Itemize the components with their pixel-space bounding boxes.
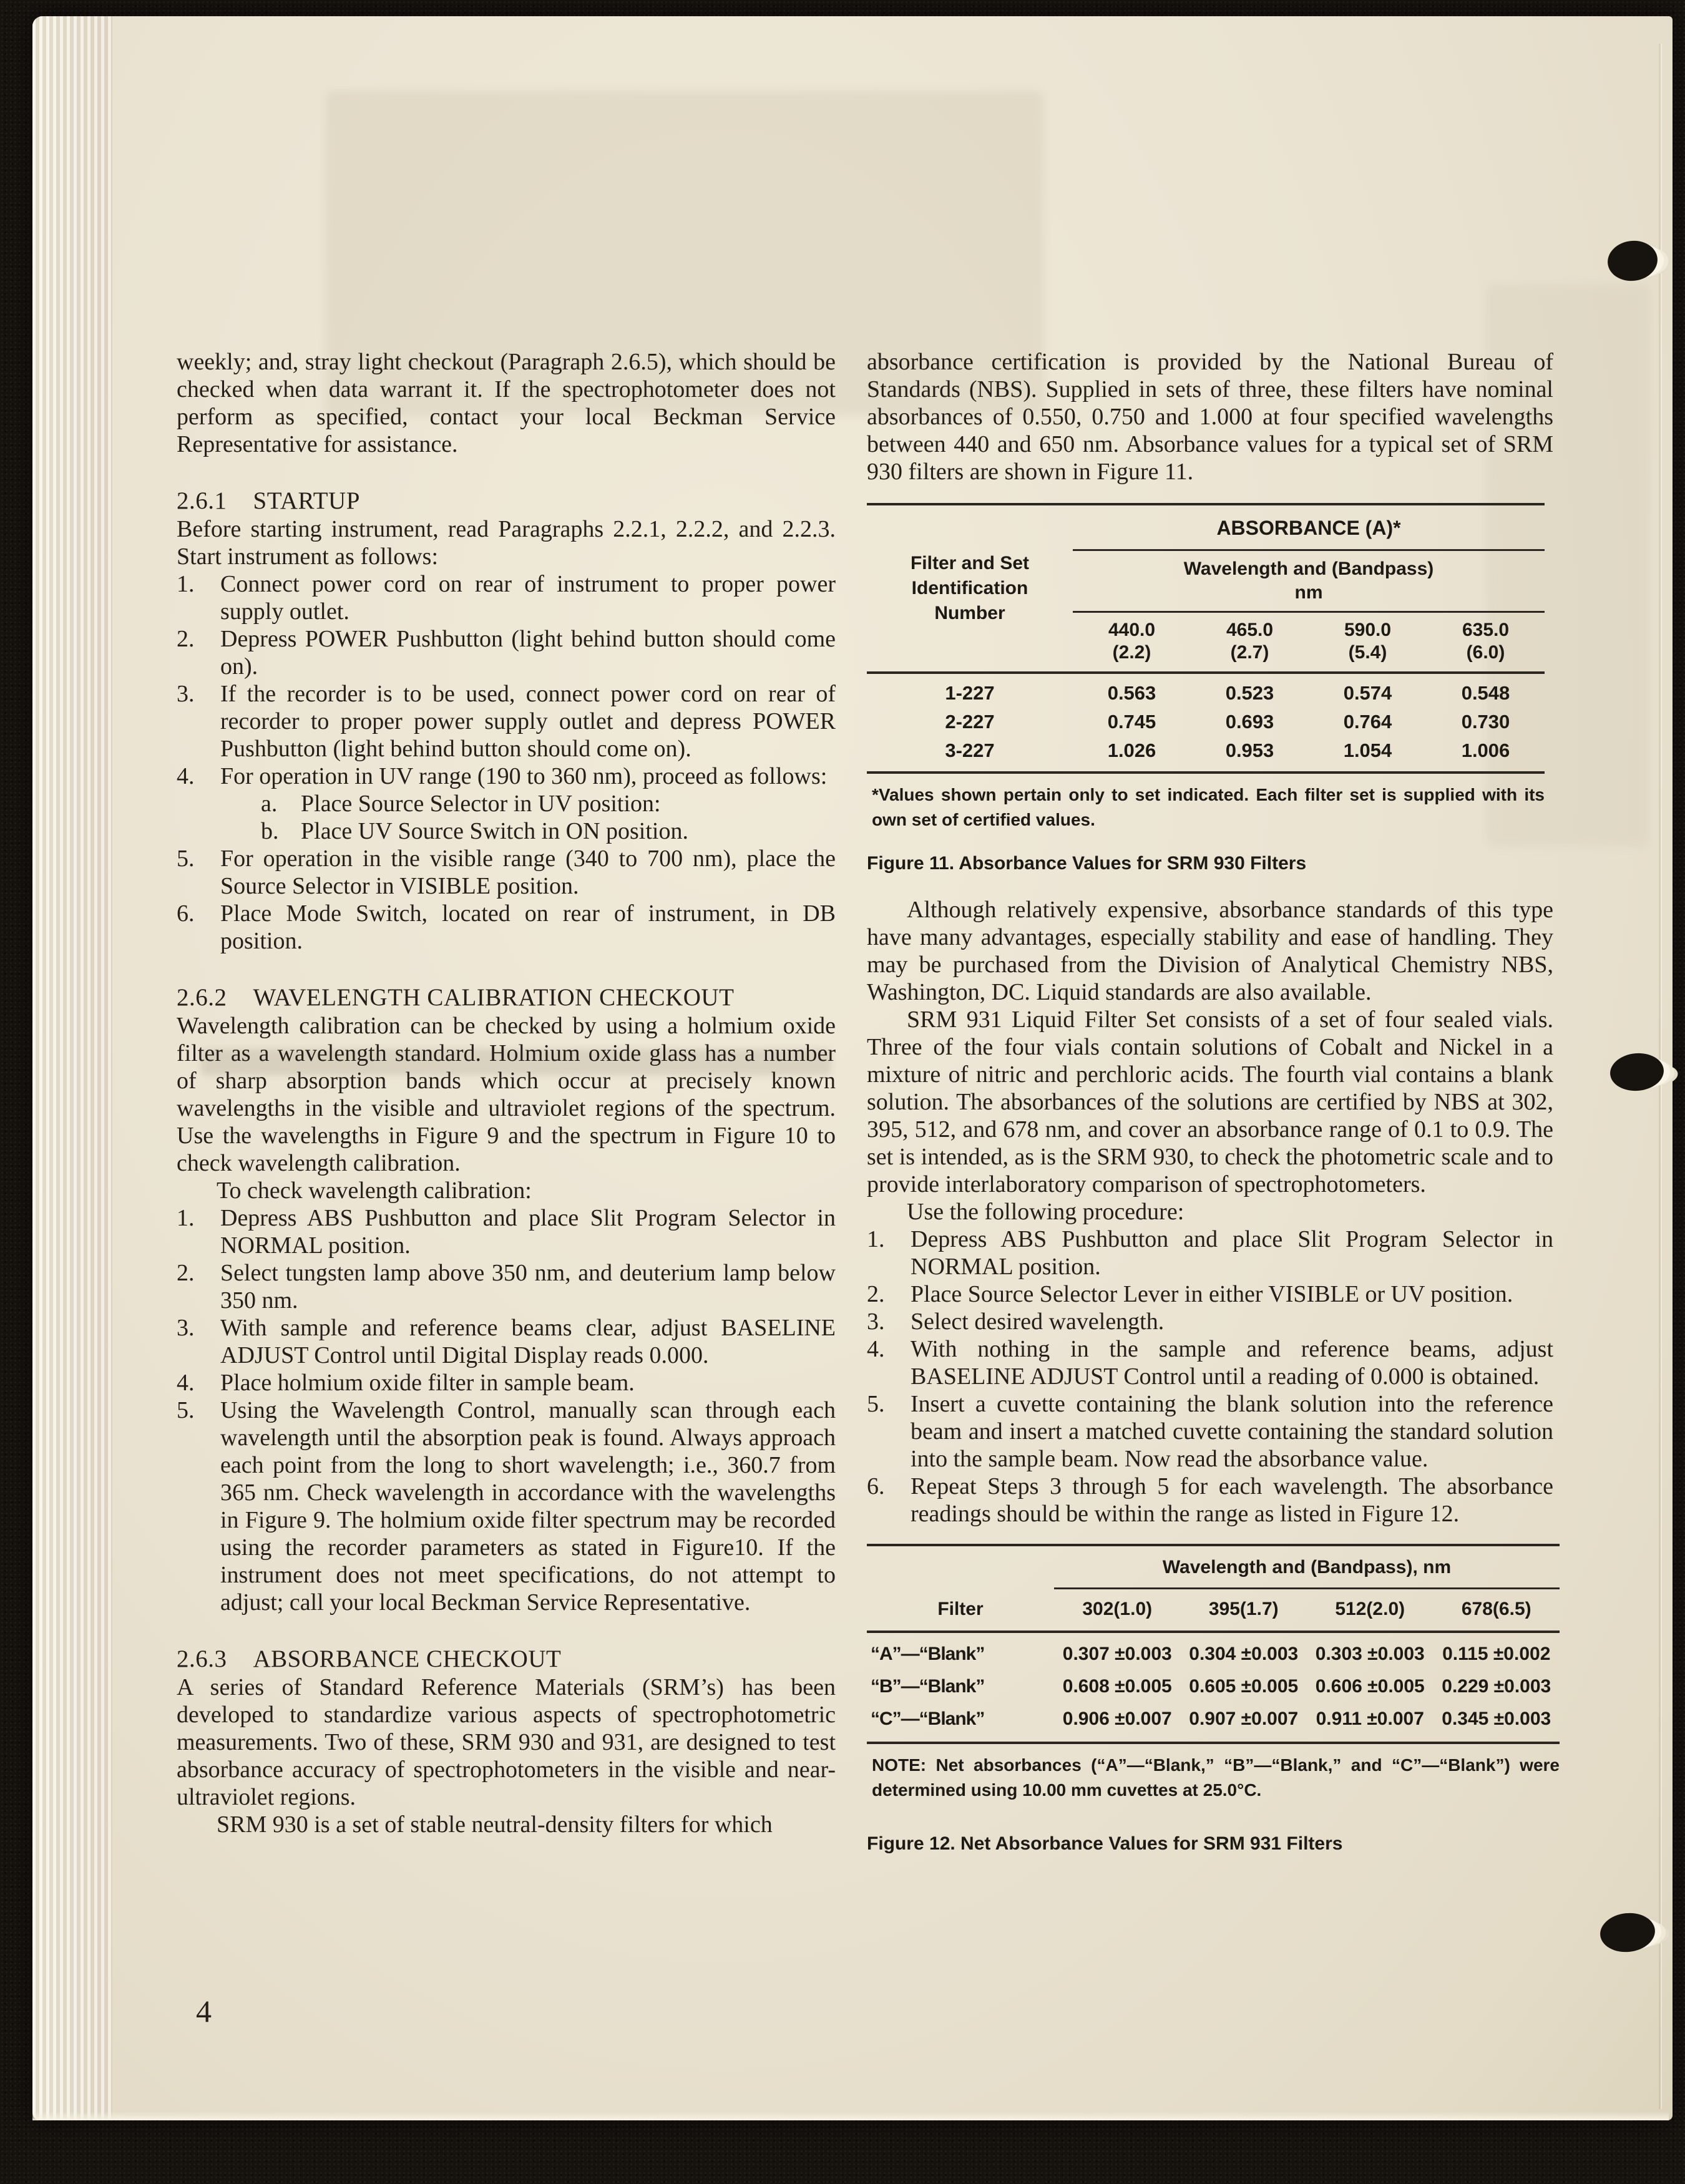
row-id: 2-227 [945,711,995,733]
paragraph-check-calibration-lead: To check wavelength calibration: [217,1177,532,1204]
fig12-data-rows [867,1633,1560,1742]
column-head: 590.0 (5.4) [1344,620,1392,663]
list-item [867,1473,1553,1528]
section-title: STARTUP [253,487,360,514]
cell: 0.574 [1343,682,1392,704]
fig11-right-header [1073,505,1545,671]
paragraph-absorbance-checkout: A series of Standard Reference Materials (SRM’s) has been developed to standardize various aspects of spectrophotometric measurements. Two of these, SRM 930 and 931, are designed to test absorbance accuracy of spectrophotometers in the visible and near-ultraviolet regions. [177,1674,836,1810]
cell: 1.026 [1107,739,1156,761]
list-subitem [177,817,836,845]
fig12-note: NOTE: Net absorbances (“A”—“Blank,” “B”—“Blank,” and “C”—“Blank”) were determined using 10.00 mm cuvettes at 25.0°C. [872,1755,1560,1800]
list-item-number: 2. [177,626,195,652]
list-item [177,680,836,763]
cell: 0.745 [1107,711,1156,733]
right-column [867,348,1560,1876]
cell: 0.548 [1461,682,1510,704]
section-heading-2-6-3 [177,1645,836,1674]
stub-line: Identification [911,578,1028,598]
figure-11-table [867,503,1545,877]
table-rule [867,1742,1560,1744]
table-row [867,1703,1560,1735]
list-item-text: For operation in UV range (190 to 360 nm), proceed as follows: [220,763,828,789]
table-row [867,1638,1560,1670]
paragraph-srm930: SRM 930 is a set of stable neutral-density filters for which [217,1811,773,1838]
list-item-number: 2. [867,1281,885,1307]
section-title: ABSORBANCE CHECKOUT [253,1645,562,1672]
list-item-text: Select tungsten lamp above 350 nm, and deuterium lamp below 350 nm. [220,1260,836,1314]
list-item-text: Using the Wavelength Control, manually scan through each wavelength until the absorption peak is found. Always approach each point from the long to short wavelength; i.e., 360.7 from 365 nm. Check wavelength in accordance with the wavelengths in Figure 9. The holmium oxide filter spectrum may be recorded using the recorder parameters as stated in Figure10. If the instrument does not meet specifications, do not attempt to adjust; call your local Beckman Service Representative. [220,1397,836,1616]
fig12-wavelength-header: Wavelength and (Bandpass), nm [1054,1546,1560,1589]
punch-hole-3 [1598,1911,1657,1955]
table-row [867,1670,1560,1703]
column-head: 395(1.7) [1208,1599,1279,1619]
list-item [177,1204,836,1259]
section-number: 2.6.1 [177,487,227,514]
row-id: “B”—“Blank” [871,1676,985,1697]
list-item-number: 6. [177,900,195,927]
fig11-data-rows [867,674,1545,771]
cell: 0.906 ±0.007 [1062,1709,1172,1729]
column-head: 302(1.0) [1082,1599,1153,1619]
left-column [177,348,836,1838]
list-item-text: With nothing in the sample and reference beams, adjust BASELINE ADJUST Control until a reading of 0.000 is obtained. [911,1336,1553,1390]
list-item [867,1308,1553,1335]
list-item-number: 3. [177,1315,195,1341]
list-item [177,900,836,955]
table-row [867,708,1545,736]
list-item-text: Place holmium oxide filter in sample beam. [220,1370,635,1396]
section-number: 2.6.2 [177,984,227,1011]
cell: 0.730 [1461,711,1510,733]
section-title: WAVELENGTH CALIBRATION CHECKOUT [253,984,735,1011]
fig12-caption: Figure 12. Net Absorbance Values for SRM 931 Filters [867,1833,1343,1854]
cell: 1.054 [1343,739,1392,761]
list-item-number: 4. [867,1336,885,1362]
row-id: 3-227 [945,739,995,761]
row-id: 1-227 [945,682,995,704]
cell: 0.345 ±0.003 [1442,1709,1551,1729]
list-item-text: Place Source Selector in UV position: [301,791,661,817]
table-rule [867,771,1545,774]
fig11-header-zone [867,505,1545,671]
fig11-caption: Figure 11. Absorbance Values for SRM 930 Filters [867,853,1307,874]
manual-page [32,16,1673,2120]
list-item-text: Depress ABS Pushbutton and place Slit Program Selector in NORMAL position. [911,1226,1553,1280]
section-heading-2-6-1 [177,487,836,515]
list-item [867,1335,1553,1390]
cell: 0.115 ±0.002 [1442,1644,1551,1664]
cell: 0.911 ±0.007 [1316,1709,1424,1729]
list-item-text: If the recorder is to be used, connect power cord on rear of recorder to proper power supply outlet and depress POWER Pushbutton (light behind button should come on). [220,681,836,762]
list-item-text: Select desired wavelength. [911,1309,1165,1335]
list-item-number: 5. [867,1391,885,1417]
list-item [177,1369,836,1397]
wavelength-unit: nm [1294,582,1323,603]
cell: 0.608 ±0.005 [1062,1676,1172,1697]
cell: 0.953 [1225,739,1274,761]
list-item [867,1280,1553,1308]
cell: 0.304 ±0.003 [1189,1644,1299,1664]
cell: 0.693 [1225,711,1274,733]
list-item-number: 4. [177,763,195,789]
table-row [867,679,1545,708]
list-item-text: With sample and reference beams clear, adjust BASELINE ADJUST Control until Digital Display reads 0.000. [220,1315,836,1368]
list-item [867,1390,1553,1473]
paragraph-startup-lead: Before starting instrument, read Paragraphs 2.2.1, 2.2.2, and 2.2.3. Start instrument as follows: [177,516,836,570]
list-item [177,1397,836,1616]
wavelength-header-line: Wavelength and (Bandpass) [1183,558,1434,579]
list-item [177,763,836,790]
list-item [177,570,836,625]
list-item [867,1226,1553,1280]
row-id: “C”—“Blank” [871,1709,985,1729]
column-head: 465.0 (2.7) [1226,620,1274,663]
list-item [177,1259,836,1314]
cell: 0.563 [1107,682,1156,704]
paragraph-absorbance-certification: absorbance certification is provided by the National Bureau of Standards (NBS). Supplied in sets of three, these filters have nominal absorbances of 0.550, 0.750 and 1.000 at four specified wavelengths between 440 and 650 nm. Absorbance values for a typical set of SRM 930 filters are shown in Figure 11. [867,349,1553,485]
figure-12-table [867,1544,1560,1858]
list-item-number: 1. [177,1205,195,1231]
cell: 0.523 [1225,682,1274,704]
list-item-number: 6. [867,1473,885,1499]
cell: 0.307 ±0.003 [1062,1644,1172,1664]
column-head: 635.0 (6.0) [1462,620,1510,663]
list-item-number: 3. [867,1309,885,1335]
list-item-number: 4. [177,1370,195,1396]
paragraph-srm931: SRM 931 Liquid Filter Set consists of a set of four sealed vials. Three of the four vials contain solutions of Cobalt and Nickel in a mixture of nitric and perchloric acids. The fourth vial contains a blank solution. The absorbances of the solutions are certified by NBS at 302, 395, 512, and 678 nm, and cover an absorbance range of 0.1 to 0.9. The set is intended, as is the SRM 930, to check the photometric scale and to provide interlaboratory comparison of spectrophotometers. [867,1007,1553,1197]
list-item [177,845,836,900]
page-edge-stack [32,16,112,2120]
page-bottom-edge [32,2112,1669,2120]
cell: 0.606 ±0.005 [1315,1676,1425,1697]
punch-hole-2 [1609,1051,1666,1093]
list-item-number: a. [261,791,278,817]
cell: 0.764 [1343,711,1392,733]
column-head: 678(6.5) [1461,1599,1531,1619]
fig11-footnote: *Values shown pertain only to set indicated. Each filter set is supplied with its own set of certified values. [872,785,1545,829]
column-head-filter: Filter [937,1599,984,1619]
list-item-number: 5. [177,1397,195,1423]
paragraph-wavelength-calibration: Wavelength calibration can be checked by using a holmium oxide filter as a wavelength standard. Holmium oxide glass has a number of sharp absorption bands which occur at precisely known wavelengths in the visible and ultraviolet regions of the spectrum. Use the wavelengths in Figure 9 and the spectrum in Figure 10 to check wavelength calibration. [177,1013,836,1176]
fig11-absorbance-header: ABSORBANCE (A)* [1216,517,1401,539]
section-heading-2-6-2 [177,983,836,1012]
table-row [867,736,1545,765]
section-number: 2.6.3 [177,1645,227,1672]
cell: 1.006 [1461,739,1510,761]
paragraph-procedure-lead: Use the following procedure: [907,1199,1184,1225]
cell: 0.229 ±0.003 [1442,1676,1551,1697]
stub-line: Number [934,603,1005,623]
empty-stub [867,1546,1054,1589]
list-item-text: Depress POWER Pushbutton (light behind button should come on). [220,626,836,680]
fig11-stub-header [867,505,1073,671]
list-item-text: Connect power cord on rear of instrument to proper power supply outlet. [220,571,836,625]
list-subitem [177,790,836,817]
list-item-number: 1. [177,571,195,597]
paragraph-although-expensive: Although relatively expensive, absorbance standards of this type have many advantages, especially stability and ease of handling. They may be purchased from the Division of Analytical Chemistry NBS, Washington, DC. Liquid standards are also available. [867,897,1553,1005]
cell: 0.907 ±0.007 [1189,1709,1299,1729]
list-item-number: b. [261,818,279,844]
list-item-text: Depress ABS Pushbutton and place Slit Program Selector in NORMAL position. [220,1205,836,1259]
list-item-text: Place Mode Switch, located on rear of instrument, in DB position. [220,900,836,954]
punch-hole-1 [1605,238,1659,283]
list-item-text: Repeat Steps 3 through 5 for each wavelength. The absorbance readings should be within the range as listed in Figure 12. [911,1473,1553,1527]
column-head: 440.0 (2.2) [1108,620,1156,663]
cell: 0.303 ±0.003 [1315,1644,1425,1664]
list-item-number: 2. [177,1260,195,1286]
list-item [177,1314,836,1369]
row-id: “A”—“Blank” [871,1644,985,1664]
fig12-column-heads [867,1589,1560,1631]
list-item-text: Place UV Source Switch in ON position. [301,818,688,844]
list-item-text: For operation in the visible range (340 to 700 nm), place the Source Selector in VISIBLE position. [220,846,836,899]
list-item [177,625,836,680]
list-item-number: 5. [177,846,195,872]
page-number: 4 [196,1994,212,2029]
list-item-number: 3. [177,681,195,707]
list-item-text: Insert a cuvette containing the blank solution into the reference beam and insert a matched cuvette containing the standard solution into the sample beam. Now read the absorbance value. [911,1391,1553,1472]
fig11-column-heads [1073,613,1545,671]
column-head: 512(2.0) [1335,1599,1405,1619]
list-item-number: 1. [867,1226,885,1252]
fig11-wavelength-header [1073,551,1545,611]
paragraph-weekly-checkout: weekly; and, stray light checkout (Paragraph 2.6.5), which should be checked when data warrant it. If the spectrophotometer does not perform as specified, contact your local Beckman Service Representative for assistance. [177,349,836,457]
list-item-text: Place Source Selector Lever in either VISIBLE or UV position. [911,1281,1513,1307]
stub-line: Filter and Set [910,553,1030,573]
cell: 0.605 ±0.005 [1189,1676,1299,1697]
fig12-header-row [867,1546,1560,1589]
